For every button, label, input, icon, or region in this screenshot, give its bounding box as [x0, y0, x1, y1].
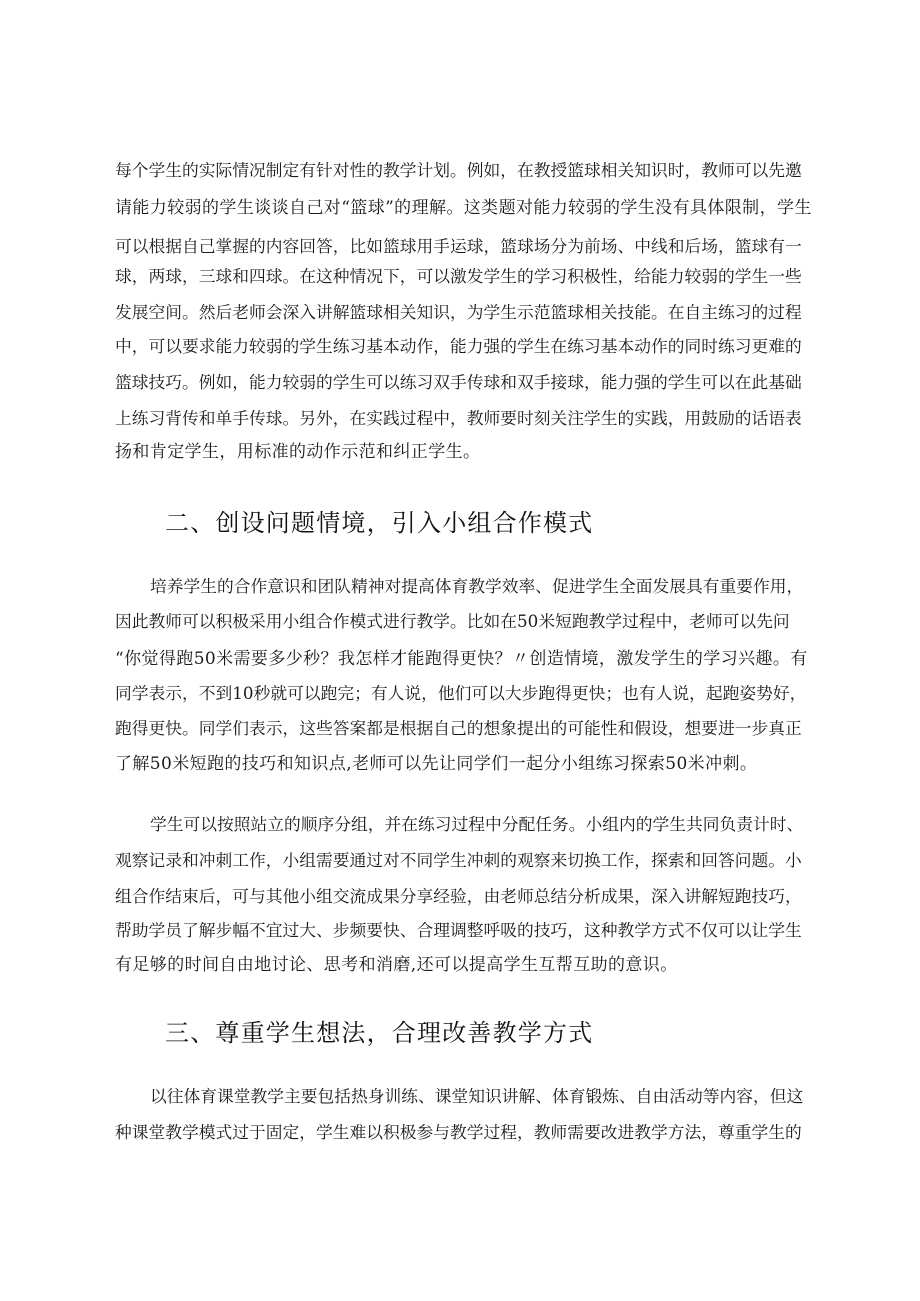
- paragraph-line: 球，两球，三球和四球。在这种情况下，可以激发学生的学习积极性，给能力较弱的学生一些: [115, 266, 802, 286]
- paragraph-line: “你觉得跑50米需要多少秒？我怎样才能跑得更快？〃创造情境，激发学生的学习兴趣。有: [115, 649, 808, 669]
- paragraph-line: 可以根据自己掌握的内容回答，比如篮球用手运球，篮球场分为前场、中线和后场，篮球有一: [115, 236, 802, 256]
- paragraph-line: 上练习背传和单手传球。另外，在实践过程中，教师要时刻关注学生的实践，用鼓励的话语表: [115, 408, 802, 428]
- section-heading-2: 二、创设问题情境，引入小组合作模式: [165, 509, 594, 537]
- paragraph-line: 发展空间。然后老师会深入讲解篮球相关知识，为学生示范篮球相关技能。在自主练习的过程: [115, 302, 802, 322]
- paragraph-line: 学生可以按照站立的顺序分组，并在练习过程中分配任务。小组内的学生共同负责计时、: [150, 814, 804, 834]
- paragraph-line: 跑得更快。同学们表示，这些答案都是根据自己的想象提出的可能性和假设，想要进一步真正: [115, 718, 802, 738]
- paragraph-line: 篮球技巧。例如，能力较弱的学生可以练习双手传球和双手接球，能力强的学生可以在此基础: [115, 372, 802, 392]
- paragraph-line: 帮助学员了解步幅不宜过大、步频要快、合理调整呼吸的技巧，这种教学方式不仅可以让学生: [115, 920, 802, 940]
- paragraph-line: 了解50米短跑的技巧和知识点,老师可以先让同学们一起分小组练习探索50米冲刺。: [115, 754, 758, 774]
- paragraph-line: 培养学生的合作意识和团队精神对提高体育教学效率、促进学生全面发展具有重要作用，: [150, 576, 804, 596]
- paragraph-line: 种课堂教学模式过于固定，学生难以积极参与教学过程，教师需要改进教学方法，尊重学生的: [115, 1122, 802, 1142]
- section-heading-3: 三、尊重学生想法，合理改善教学方式: [165, 1019, 594, 1047]
- paragraph-line: 有足够的时间自由地讨论、思考和消磨,还可以提高学生互帮互助的意识。: [115, 955, 678, 975]
- paragraph-line: 请能力较弱的学生谈谈自己对“篮球”的理解。这类题对能力较弱的学生没有具体限制，学生: [115, 198, 812, 218]
- paragraph-line: 扬和肯定学生，用标准的动作示范和纠正学生。: [115, 442, 481, 462]
- paragraph-line: 每个学生的实际情况制定有针对性的教学计划。例如，在教授篮球相关知识时，教师可以先邀: [115, 160, 802, 180]
- paragraph-line: 观察记录和冲刺工作，小组需要通过对不同学生冲刺的观察来切换工作，探索和回答问题。小: [115, 850, 802, 870]
- paragraph-line: 中，可以要求能力较弱的学生练习基本动作，能力强的学生在练习基本动作的同时练习更难的: [115, 336, 802, 356]
- paragraph-line: 因此教师可以积极采用小组合作模式进行教学。比如在50米短跑教学过程中，老师可以先问: [115, 611, 790, 631]
- paragraph-line: 同学表示，不到10秒就可以跑完；有人说，他们可以大步跑得更快；也有人说，起跑姿势好，: [115, 683, 807, 703]
- paragraph-line: 以往体育课堂教学主要包括热身训练、课堂知识讲解、体育锻炼、自由活动等内容，但这: [150, 1086, 804, 1106]
- paragraph-line: 组合作结束后，可与其他小组交流成果分享经验，由老师总结分析成果，深入讲解短跑技巧，: [115, 886, 802, 906]
